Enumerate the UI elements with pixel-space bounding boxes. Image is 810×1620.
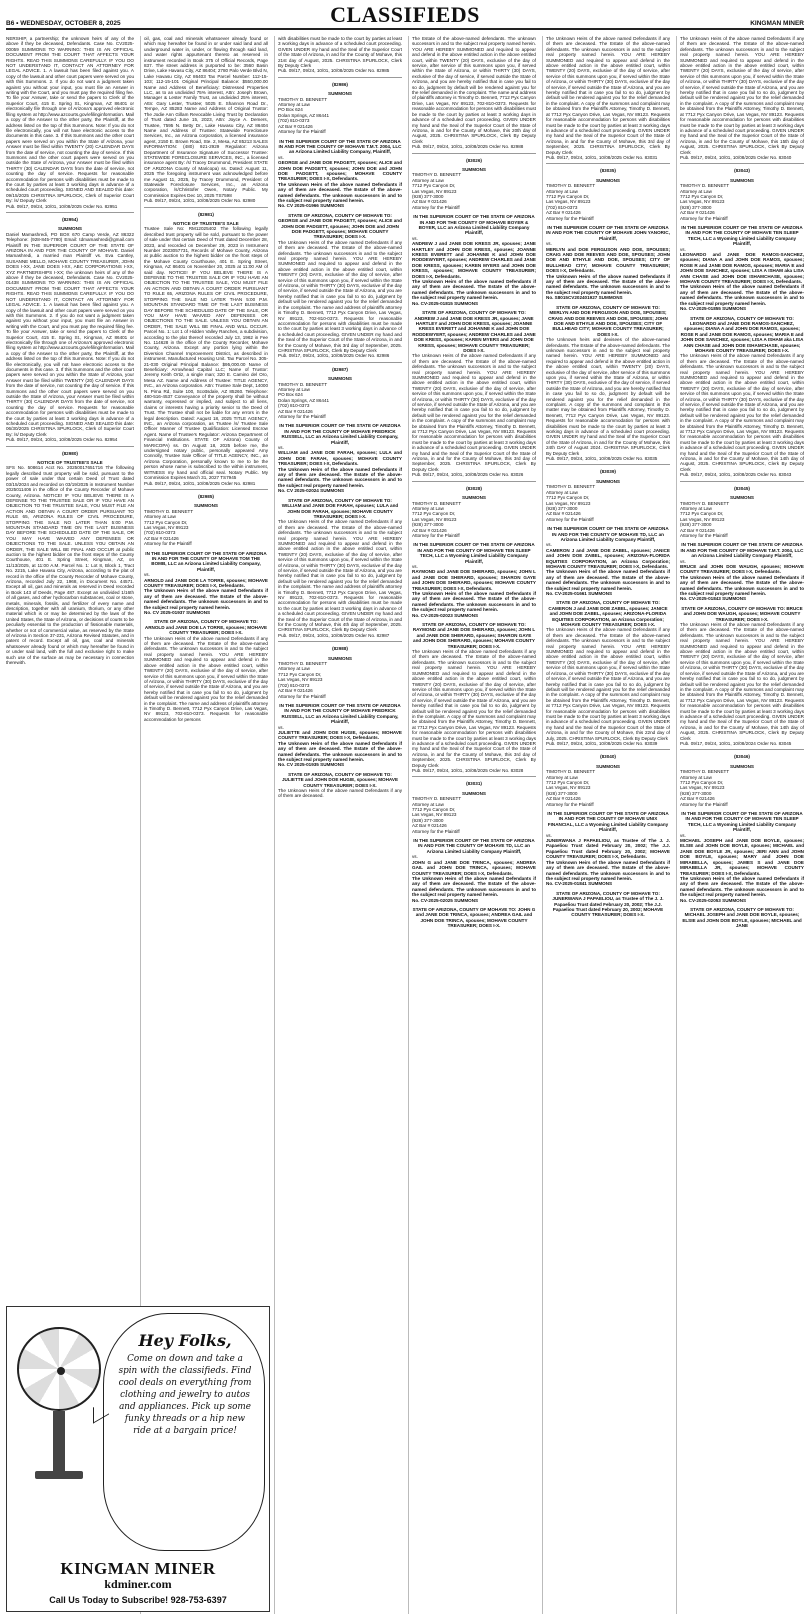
notice-heading: STATE OF ARIZONA, COUNTY OF MOHAVE TO: JUNERWANA J PAPAELIOU, as Trustee of The J. J. Papaeliou Trust dated February 20, 2002; The J.J. Papaeliou Trust dated February 20, 2002; MOHAVE COUNTY TREASURER; DOES I-X. — [552, 890, 664, 918]
notice-text: AZ Bar # 021426 — [412, 823, 447, 829]
ad-website-link[interactable]: kdminer.com — [104, 1577, 172, 1591]
notice-heading: STATE OF ARIZONA, COUNTY OF MOHAVE TO: ARNOLD and JANE DOE LA TORRE, spouses; MOHAVE COUNTY TREASURER; DOES I-X. — [144, 619, 268, 636]
notice-text: Pub. 09/17, 09/24, 10/01, 10/08/2025 Order No. 83035 — [546, 456, 658, 462]
notice-text: AZ Bar # 021426 — [412, 199, 447, 205]
notice-text: Pub. 09/17, 09/24, 10/01, 10/08/2025 Order No. 83028 — [412, 768, 524, 773]
notice-text: The Unknown Heirs of the above named Defendants if any of them are deceased. The Estate of the above-named defendants. The unknown successors in and to the subject real property named herein. — [412, 875, 536, 898]
notice-text: (928) 377-3000 — [412, 522, 444, 528]
notice-divider — [546, 464, 670, 465]
notice-text: TIMOTHY D. BENNETT — [546, 484, 596, 490]
notice-text: Attorney at Law — [412, 177, 444, 183]
notice-text: SFS No. 508614 Acct No. 20250017651716 The following legally described trust property will be sold, pursuant to the power of sale under that certain Deed of Trust dated 03/15/2024 and recorded on 03/19/2025 in Instrument Number 2025011406 in the office of the County Recorder of Mohave County, Arizona. NOTICE! IF YOU BELIEVE THERE IS A DEFENSE TO THE TRUSTEE SALE OR IF YOU HAVE AN OBJECTION TO THE TRUSTEE SALE, YOU MUST FILE AN ACTION AND OBTAIN A COURT ORDER PURSUANT TO RULE 65, ARIZONA RULES OF CIVIL PROCEDURE, STOPPING THE SALE NO LATER THAN 5:00 P.M. MOUNTAIN STANDARD TIME ON THE LAST BUSINESS DAY BEFORE THE SCHEDULED DATE OF THE SALE, OR YOU MAY HAVE WAIVED ANY DEFENSES OR OBJECTIONS TO THE SALE. UNLESS YOU OBTAIN AN ORDER, THE SALE WILL BE FINAL AND OCCUR at public auction to the highest bidder on the front steps of the County Courthouse, 401 E. Spring Street, Kingman, AZ, on 11/13/2025, at 11:00 A.M. Parcel No. 1: Lot 8, Block 1, Tract No. 2215, Lake Havasu City, Arizona, according to the plat of record in the office of the County Recorder of Mohave County, Arizona, recorded July 22, 1968, in Document No. 44571. Except all oil, gas and minerals as reserved in Deed recorded in Book 143 of Deeds, Page 487. Except an undivided 1/16th of all gases, and other hydrocarbon substances, coal or stone, metals, minerals, fossils, and fertilizer of every name and description, together with all uranium, thorium, or any other material which is or may be determined by the laws of the United States, the State of Arizona, or decisions of courts to be peculiarly essential to the production of fissionable materials, whether or not of commercial value, as reserved by the State of Arizona in Section 37-231, Arizona Revised Statutes, and in patent of record. Except all oil, gas, coal and minerals whatsoever already found or which may hereafter be found in or under said land, with the full and exclusive right to make such use of the surface as may be necessary in connection therewith. — [6, 465, 134, 666]
notice-text: WILLIAM and JANE DOE FARAH, spouses; LULA and JOHN DOE FARAH, spouses; MOHAVE COUNTY TREASURER; DOES I-X, Defendants. — [278, 450, 402, 467]
notice-heading: IN THE SUPERIOR COURT OF THE STATE OF ARIZONA IN AND FOR THE COUNTY OF MOHAVE TD, LLC an Arizona Limited Liability Company Plaintiff, — [547, 526, 669, 542]
notice-text: vs. — [144, 572, 150, 578]
notice-text: No. CV 2025-01935 SUMMONS — [278, 762, 345, 768]
notice-text: Pub. 09/17, 09/24, 10/01, 10/08/2025 Order No. 83031 — [546, 154, 658, 160]
notice-heading: SUMMONS — [462, 166, 486, 172]
notice-text: Attorney for the Plaintiff — [412, 828, 460, 834]
notice-text: (702) 810-0373 — [278, 403, 310, 409]
notice-text: The Unknown Heirs of the above named Defendants if any of them are deceased. The Estate of the above-named defendants. The unknown successors in and to the subject real property named herein. — [680, 574, 804, 596]
notice-divider — [144, 489, 268, 490]
notice-text: Attorney at Law — [680, 505, 712, 511]
notice-divider — [278, 362, 402, 363]
notice-text: JUNERWANA J PAPAELIOU, as Trustee of The J. J. Papaeliou Trust dated February 20, 2002; The J.J. Papaeliou Trust dated February 20, 2002; MOHAVE COUNTY TREASURER; DOES I-X, Defendants. — [546, 838, 670, 860]
notice-text: 7712 Pyx Canyon Dr, — [680, 780, 724, 785]
notice-heading: STATE OF ARIZONA, COUNTY OF MOHAVE TO: CAMERON J and JANE DOE ZABEL, spouses; JANICE and JOHN DOE ZABEL, spouses; ARIZONA-FLORIDA EQUITIES CORPORATION, an Arizona Corporation; MOHAVE COUNTY TREASURER; DOES I-X. — [548, 600, 668, 628]
notice-text: vs. — [546, 832, 552, 838]
notice-text: (928) 377-3000 — [412, 817, 444, 823]
notice-heading: IN THE SUPERIOR COURT OF THE STATE OF ARIZONA IN AND FOR THE COUNTY OF MOHAVE TEN SLEEP TECH, LLC a Wyoming Limited Liability Company Plaintiff, — [681, 811, 803, 833]
notice-divider — [680, 749, 804, 750]
notice-text: The Unknown Heirs of the above named Defendants if any of them are deceased. The Estate of the above-named defendants. The unknown successors in and to the subject real property named herein. YOU ARE HEREBY SUMMONED and required to appear and defend in the above entitled action in the above entitled court, within TWENTY (20) DAYS, exclusive of the day of service, after service of this summons upon you, if served within the State of Arizona, or within THIRTY (30) DAYS, exclusive of the day of service, if served outside the State of Arizona, and you are hereby notified that in case you fail to so do, judgment by default will be rendered against you for the relief demanded in the complaint. A copy of the summons and complaint may be obtained from the Plaintiffs Attorney, Timothy D. Bennett, at 7712 Pyx Canyon Drive, Las Vegas, NV 89123. Requests for reasonable accommodation for persons with disabilities must be made to the court by parties at least 3 working days in advance of a scheduled court proceeding. GIVEN UNDER my hand and the Seal of the Superior Court of the State of Arizona, in and for the County of Mohave, this 3rd day of September, 2025. CHRISTINA SPURLOCK, Clerk By Deputy Clerk — [412, 649, 536, 768]
notice-heading: SUMMONS — [596, 177, 620, 183]
notice-text: Attorney for the Plaintiff — [412, 532, 460, 538]
notice-text: Daniel Mamashredi, PO BOX 670 Camp Verde, AZ 86322 Telephone: (928-845-7780) Email: tdmamashredi@gmail.com Plaintiff IN THE SUPERIOR COURT OF THE STATE OF ARIZONA IN AND FOR THE COUNTY OF MOHAVE. Daniel Mamashredi, a married man Plaintiff vs. Eva Cantley, SUSANNE MELLO, MOHAVE COUNTY TREASURER, JOHN DOES I-XX, JANE DOES I-XX, ABC CORPORATIONS I-XX, XYZ PARTNERSHIPS I-XX; the unknown heirs of any of the above if they be deceased, Defendants. Case No. CV2025-01438 SUMMONS TO WARNING: THIS IS AN OFFICIAL DOCUMENT FROM THE COURT THAT AFFECTS YOUR RIGHTS. READ THIS SUMMONS CAREFULLY. IF YOU DO NOT UNDERSTAND IT, CONTACT AN ATTORNEY FOR LEGAL ADVICE. 1. A lawsuit has been filed against you. A copy of the lawsuit and other court papers were served on you with this Summons. 2. If you do not want a judgment taken against you without your input, you must file an Answer in writing with the Court, and you must pay the required filing fee. To file your Answer, take or send the papers to Clerk of the Superior Court, 415 E. Spring St., Kingman, AZ 86401 or electronically file through one of Arizona's approved electronic filing system at http://www.azcourts.gov/efilinginformation. Mail a copy of the Answer to the other party, the Plaintiff, at the address listed on the top of this Summons. Note: If you do not file electronically, you will not have electronic access to the documents in this case. 3. If this Summons and the other court papers were served on you within the State of Arizona, your Answer must be filed within TWENTY (20) CALENDAR DAYS from the date of service, not counting the day of service. If this Summons and the other court papers were served on you outside the State of Arizona, your Answer must be filed within THIRTY (30) CALENDAR DAYS from the date of service, not counting the day of service. Requests for reasonable accommodation for persons with disabilities must be made to the court by parties at least 3 working days in advance of a scheduled court proceeding. SIGNED AND SEALED this date: 06/30/2025 CHRISTINA SPURLOCK, Clerk of Superior Court By: /s/ Deputy Clerk — [6, 231, 134, 437]
notice-text: The Unknown Heirs of the above named Defendants if any of them are deceased. The Estate of the above-named defendants. The unknown successors in and to the subject real property named herein. — [278, 181, 402, 203]
ad-greeting: Hey Folks, — [138, 1331, 232, 1350]
notice-text: Attorney for the Plaintiff — [680, 215, 728, 221]
notice-text: The Unknown Heirs of the above named Defendants if any of them are deceased. The Estate of the above-named defendants. The unknown successors in and to the subject real property named herein. — [680, 284, 804, 306]
notice-text: TIMOTHY D. BENNETT — [546, 769, 596, 775]
notice-text: vs. — [278, 154, 284, 160]
notice-heading: IN THE SUPERIOR COURT OF THE STATE OF ARIZONA IN AND FOR THE COUNTY OF MOHAVE TD, LLC an Arizona Limited Liability Company Plaintiff, — [413, 838, 535, 854]
notice-text: TIMOTHY D. BENNETT — [278, 381, 328, 387]
notice-text: TIMOTHY D. BENNETT — [278, 661, 328, 667]
notice-text: Attorney for the Plaintiff — [680, 801, 728, 807]
notice-text: AZ Bar # 021426 — [546, 511, 581, 517]
notice-heading: (83043) — [734, 168, 750, 174]
notice-text: The Unknown Heirs of the above named Defendants if any of them are deceased. The Estate of the above-named defendants. The unknown successors in and to the subject real property named herein. — [278, 740, 402, 762]
notice-text: Las Vegas, NV 89123 — [412, 188, 457, 194]
notice-heading: IN THE SUPERIOR COURT OF THE STATE OF ARIZONA IN AND FOR THE COUNTY OF MOHAVE TEN SLEEP TECH, LLC a Wyoming Limited Liability Company Plaintiff, — [681, 225, 803, 247]
notice-text: The Unknown Heirs of the above named Defendants if any of them are deceased. The Estate of the above-named defendants. The unknown successors in and to the subject real property named herein. YOU ARE HEREBY SUMMONED and required to appear and defend in the above entitled action in the above entitled court, within TWENTY (20) DAYS, exclusive of the day of service, after service of this summons upon you, if served within the State of Arizona, or within THIRTY (30) DAYS, exclusive of the day of service, if served outside the State of Arizona, and you are hereby notified that in case you fail to so do, judgment by default will be rendered against you for the relief demanded in the complaint. A copy of the summons and complaint may be obtained from the Plaintiffs Attorney, Timothy D. Bennett, at 7712 Pyx Canyon Drive, Las Vegas, NV 89123. Requests for reasonable accommodation for persons with disabilities must be made to the court by parties at least 3 working days in advance of a scheduled court proceeding. GIVEN UNDER my hand and the Seal of the Superior Court of the State of Arizona, in and for the County of Mohave, this 14th day of August, 2025. CHRISTINA SPURLOCK, Clerk By Deputy Clerk — [680, 353, 804, 472]
notice-text: No. CV-2025-01815 SUMMONS — [412, 300, 479, 306]
notice-text: LEONARDO and JANE DOE RAMOS-SANCHEZ, spouses; DIANA A and JOHN DOE RAMOS, spouses; ROSE R and JANE DOE RAMOS, spouses; MARIA E and JOHN DOE SANCHEZ, spouses; LISA A ISHAM aka LISA ANN CHASE and JOHN DOE ISHAMCHASE, spouses; MOHAVE COUNTY TREASURER; DOES I-X, Defendants. — [680, 252, 804, 285]
notice-heading: SUMMONS — [58, 226, 82, 232]
notice-text: JOHN G and JANE DOE TRINCA, spouses; ANDREA GAIL and JOHN DOE TRINCA, spouses; MOHAVE COUNTY TREASURER; DOES I-X, Defendants. — [412, 859, 536, 876]
notice-text: The Estate of the above-named defendants. The unknown successors in and to the subject real property named herein. YOU ARE HEREBY SUMMONED and required to appear and defend in the above entitled action in the above entitled court, within TWENTY (20) DAYS, exclusive of the day of service, after service of this summons upon you, if served within the State of Arizona, or within THIRTY (30) DAYS, exclusive of the day of service, if served outside the State of Arizona, and you are hereby notified that in case you fail to so do, judgment by default will be rendered against you for the relief demanded in the complaint. The name and address of plaintiffs attorney is Timothy D. Bennett, 7712 Pyx Canyon Drive, Las Vegas, NV 89123, 702-810-0373. Requests for reasonable accommodation for persons with disabilities must be made to the court by parties at least 3 working days in advance of a scheduled court proceeding. GIVEN UNDER my hand and the Seal of the Superior Court of the State of Arizona, in and for the County of Mohave, this 20th day of August, 2025. CHRISTINA SPURLOCK, Clerk By Deputy Clerk — [412, 36, 536, 144]
notice-heading: SUMMONS — [730, 177, 754, 183]
notice-text: MERLYN and DOE FERGUSON AND DOE, SPOUSES; CRAIG AND DOE REEVES AND DOE, SPOUSES; JOHN DOE AND ETHYLE AND DOE, SPOUSES; CITY OF BULLHEAD CITY; MOHAVE COUNTY TREASURER; DOES I-X, Defendants. — [546, 246, 670, 274]
publication-name: KINGMAN MINER — [750, 20, 804, 27]
notice-text: No. CV-2025-02023 SUMMONS — [412, 612, 479, 618]
notice-text: Pub. 09/17, 09/24, 10/01, 10/08/2025 Order No. 83039 — [546, 740, 658, 746]
notice-text: No. CV-2025-01841 SUMMONS — [546, 881, 613, 887]
notice-text: Attorney for the Plaintiff — [278, 129, 326, 135]
notice-text: AZ Bar # 021426 — [278, 408, 313, 414]
classifieds-columns — [6, 36, 804, 1616]
notice-divider — [680, 481, 804, 482]
notice-text: The Unknown Heirs of the above named Defendants if any of them are deceased. The Estate of the above-named defendants. The unknown successors in and to the subject real property named herein. — [144, 588, 268, 610]
notice-heading: IN THE SUPERIOR COURT OF THE STATE OF ARIZONA IN AND FOR THE COUNTY OF MOHAVE T.M.T. 2004, LLC an Arizona Limited Liability Company, Plaintiff, — [278, 138, 402, 155]
notice-text: The Unknown Heirs of the above named Defendants if any of them are deceased. The Estate of the above-named defendants. The unknown successors in and to the subject real property named herein. YOU ARE HEREBY SUMMONED and required to appear and defend in the above entitled action in the above entitled court, within TWENTY (20) DAYS, exclusive of the day of service, after service of this summons upon you, if served within the State of Arizona, or within THIRTY (30) DAYS, exclusive of the day of service, if served outside the State of Arizona, and you are hereby notified that in case you fail to so do, judgment by default will be rendered against you for the relief demanded in the complaint. A copy of the summons and complaint may be obtained from the Plaintiffs Attorney, Timothy D. Bennett, at 7712 Pyx Canyon Drive, Las Vegas, NV 89123. Requests for reasonable accommodation for persons with disabilities must be made to the court by parties at least 3 working days in advance of a scheduled court proceeding. GIVEN UNDER my hand and the Seal of the Superior Court of the State of Arizona, in and for the County of Mohave, this 14th day of August, 2025. CHRISTINA SPURLOCK, Clerk By Deputy Clerk — [680, 622, 804, 741]
notice-text: Dolan Springs, AZ 86441 — [278, 397, 330, 403]
notice-text: 7712 Pyx Canyon Dr, — [412, 807, 456, 813]
notice-heading: (83026) — [466, 157, 482, 163]
notice-text: PO Box 624 — [278, 392, 303, 398]
notice-heading: IN THE SUPERIOR COURT OF THE STATE OF ARIZONA IN AND FOR THE COUNTY OF MOHAVE TOM THE BOMB, LLC an Arizona Limited Liability Company, Plaintiff, — [145, 550, 267, 572]
notice-text: The Unknown Heirs of the above named Defendants if any of them are deceased. The Estate of the above-named defendants. The unknown successors in and to the subject real property named herein. — [680, 875, 804, 898]
notice-text: Attorney at Law — [144, 514, 176, 520]
notice-text: No. CV-2025-01661 SUMMONS — [546, 591, 613, 596]
notice-text: TIMOTHY D. BENNETT — [144, 508, 194, 514]
notice-heading: (82954) — [62, 217, 78, 222]
notice-text: (928) 377-3000 — [680, 790, 712, 796]
notice-heading: IN THE SUPERIOR COURT OF THE STATE OF ARIZONA IN AND FOR THE COUNTY OF MOHAVE T.M.T. 2004, LLC an Arizona Limited Liability Company Plaintiff, — [680, 542, 804, 559]
notice-text: Las Vegas, NV 89123 — [546, 500, 591, 506]
notice-text: 7712 Pyx Canyon Dr, — [144, 519, 188, 525]
notice-heading: (82981) — [198, 211, 214, 217]
notice-text: GEORGE and JANE DOE PADGETT, spouses; ALICE and JOHN DOE PADGETT, spouses; JOHN DOE and JOHN DOE PADGETT, spouses; MOHAVE COUNTY TREASURER; DOES I-X, Defendants. — [278, 160, 402, 182]
notice-text: Las Vegas, NV 89123 — [144, 524, 189, 530]
notice-heading: STATE OF ARIZONA, COUNTY OF MOHAVE TO: ANDREW J and JANE DOE KRESS JR, spouses; JANE HARTLEY and JOHN DOE KRESS, spouses; JOANNE KRESS EVERETT and JOHANNE K and JOHN DOE RODDEWYERT, spouses; ANDREW CHARLES and JANE DOE KRESS, spouses; KAREN MYERS and JOHN DOE KRESS, spouses; MOHAVE COUNTY TREASURER; DOES I-X. — [412, 310, 536, 353]
ad-body-text: Come on down and take a spin with the classifieds. Find cool deals on everything from clothing and jewelry to autos and appliances. Pick up some funky threads or a hip new ride at a bargain price! — [118, 1354, 252, 1436]
notice-text: RAYMOND and JANE DOE SHERARD, spouses; JOHN L and JANE DOE SHERARD, spouses; SHARON GAYE and JOHN DOE SHERARD, spouses; MOHAVE COUNTY TREASURER; DOES I-X, Defendants. — [412, 569, 536, 591]
notice-text: Las Vegas, NV 89123 — [412, 516, 457, 522]
section-title: CLASSIFIEDS — [330, 2, 480, 27]
notice-text: The Unknown Heirs of the above named Defendants if any of them are deceased. The Estate of the above-named defendants. The unknown successors in and to the subject real property named herein. YOU ARE HEREBY SUMMONED and required to appear and defend in the above entitled action in the above entitled court, within TWENTY (20) DAYS, exclusive of the day of service, after service of this summons upon you, if served within the State of Arizona, or within THIRTY (30) DAYS, exclusive of the day of service, if served outside the State of Arizona, and you are hereby notified that in case you fail to so do, judgment by default will be rendered against you for the relief demanded in the complaint. A copy of the summons and complaint may be obtained from the Plaintiffs Attorney, Timothy D. Bennett, at 7712 Pyx Canyon Drive, Las Vegas, NV 89123. Requests for reasonable accommodation for persons with disabilities must be made to the court by parties at least 3 working days in advance of a scheduled court proceeding. GIVEN UNDER my hand and the Seal of the Superior Court of the State of Arizona, in and for the County of Mohave, this 15th day of August, 2025. CHRISTINA SPURLOCK, Clerk By Deputy Clerk — [680, 36, 804, 155]
notice-heading: STATE OF ARIZONA, COUNTY OF MOHAVE TO: WILLIAM and JANE DOE FARAH, spouses; LULA and JOHN DOE FARAH, spouses; MOHAVE COUNTY TREASURER; DOES I-X. — [281, 497, 399, 519]
notice-heading: STATE OF ARIZONA, COUNTY OF MOHAVE TO: MERLYN AND DOE FERGUSON AND DOE, SPOUSES; CRAIG AND DOE REEVES AND DOE, SPOUSES; JOHN DOE AND ETHYLE AND DOE, SPOUSES; CITY OF BULLHEAD CITY; MOHAVE COUNTY TREASURER; DOES I-X. — [548, 304, 668, 337]
notice-heading: (83040) — [600, 754, 616, 760]
notice-text: TIMOTHY D. BENNETT — [680, 183, 730, 189]
notice-text: Attorney at Law — [546, 188, 578, 194]
notice-text: Pub. 09/17, 09/24, 10/01, 10/08/2025 Order No. 82954 — [6, 437, 118, 443]
notice-heading: IN THE SUPERIOR COURT OF THE STATE OF ARIZONA IN AND FOR THE COUNTY OF MOHAVE FREDRICK RUSSELL, LLC an Arizona Limited Liability Company, Plaintiff, — [279, 423, 401, 445]
notice-text: BRUCE and JOHN DOE WAUGH, spouses; MOHAVE COUNTY TREASURER; DOES I-X, Defendants. — [680, 563, 804, 575]
notice-text: Attorney at Law — [412, 801, 444, 807]
notice-heading: SUMMONS — [328, 655, 352, 661]
notice-heading: STATE OF ARIZONA, COUNTY OF MOHAVE TO: BRUCE and JOHN DOE WAUGH, spouses; MOHAVE COUNTY TREASURER; DOES I-X. — [681, 605, 803, 622]
notice-text: TIMOTHY D. BENNETT — [680, 500, 730, 506]
notice-heading: IN THE SUPERIOR COURT OF THE STATE OF ARIZONA IN AND FOR THE COUNTY OF MOHAVE UNIX FINANCIAL, LLC a Wyoming Limited Liability Company Plaintiff, — [547, 811, 669, 833]
notice-text: Attorney for the Plaintiff — [546, 801, 594, 807]
notice-heading: (82988) — [332, 646, 348, 652]
notice-text: The Unknown Heirs of the above named Defendants if any of them are deceased. The Estate of the above-named defendants. The unknown successors in and to the subject real property named herein. YOU ARE HEREBY SUMMONED and required to appear and defend in the above entitled action in the above entitled court, within TWENTY (20) DAYS, exclusive of the day of service, after service of this summons upon you, if served within the State of Arizona, or within THIRTY (30) DAYS, exclusive of the day of service, if served outside the State of Arizona, and you are hereby notified that in case you fail to so do, judgment by default will be rendered against you for the relief demanded in the complaint. A copy of the summons and complaint may be obtained from the Plaintiffs Attorney, Timothy D. Bennett, at 7712 Pyx Canyon Drive, Las Vegas, NV 89123. Requests for reasonable accommodation for persons with disabilities must be made to the court by parties at least 3 working days in advance of a scheduled court proceeding. GIVEN UNDER my hand and the Seal of the Superior Court of the State of Arizona, in and for the County of Mohave, this 22nd day of July, 2025. CHRISTINA SPURLOCK, Clerk By Deputy Clerk — [546, 627, 670, 741]
notice-text: Pub. 09/17, 09/24, 10/01, 10/08/2024 Order No. 83045 — [680, 740, 792, 746]
notice-text: The Unknown Heirs of the above named Defendants if any of them are deceased. The Estate of the above-named defendants. The unknown successors in and to the subject real property named herein. YOU ARE HEREBY SUMMONED and required to appear and defend in the above entitled action in the above entitled court, within TWENTY (20) DAYS, exclusive of the day of service, after service of this summons upon you, if served within the State of Arizona, or within THIRTY (30) DAYS, exclusive of the day of service, if served outside the State of Arizona, and you are hereby notified that in case you fail to so do, judgment by default will be rendered against you for the relief demanded in the complaint. A copy of the summons and complaint may be obtained from the Plaintiffs Attorney, Timothy D. Bennett, at 7712 Pyx Canyon Drive, Las Vegas, NV 89123. Requests for reasonable accommodation for persons with disabilities must be made to the court by parties at least 3 working days in advance of a scheduled court proceeding. GIVEN UNDER my hand and the Seal of the Superior Court of the State of Arizona, in and for the County of Mohave, this 3rd day of September, 2025. CHRISTINA SPURLOCK, Clerk By Deputy Clerk — [412, 353, 536, 472]
notice-text: vs. — [412, 854, 418, 860]
notice-text: Las Vegas, NV 89123 — [278, 677, 323, 683]
notice-text: vs. — [278, 724, 284, 730]
notice-heading: STATE OF ARIZONA, COUNTY OF MOHAVE TO: GEORGE and JANE DOE PADGETT, spouses; ALICE and JOHN DOE PADGETT, spouses; JOHN DOE and JOHN DOE PADGETT, spouses; MOHAVE COUNTY TREASURER; DOES I-X. — [278, 212, 402, 240]
notice-divider — [6, 446, 134, 447]
notice-text: Attorney for the Plaintiff — [680, 532, 728, 538]
notice-heading: SUMMONS — [596, 478, 620, 484]
notice-text: Attorney for the Plaintiff — [278, 414, 326, 419]
notice-text: vs. — [680, 558, 686, 564]
notice-text: Trustee Sale No: RM12025402 The following legally described trust property will be sold, pursuant to the power of sale under that certain Deed of Trust dated December 28, 2023, and recorded on December 29, 2023 in Instrument Number 2023057731, Records of Mohave County, Arizona at public auction to the highest bidder on the front steps of the Mohave County Courthouse, 401 E. Spring Street, Kingman, AZ 86401 on November 20, 2025 at 11:00 AM of said day. NOTICE! IF YOU BELIEVE THERE IS A DEFENSE TO THE TRUSTEE SALE OR IF YOU HAVE AN OBJECTION TO THE TRUSTEE SALE, YOU MUST FILE AN ACTION AND OBTAIN A COURT ORDER PURSUANT TO RULE 65, ARIZONA RULES OF CIVIL PROCEDURE, STOPPING THE SALE NO LATER THAN 5:00 P.M. MOUNTAIN STANDARD TIME OF THE LAST BUSINESS DAY BEFORE THE SCHEDULED DATE OF THE SALE, OR YOU MAY HAVE WAIVED ANY DEFENSES OR OBJECTIONS TO THE SALE. UNLESS YOU OBTAIN AN ORDER, THE SALE WILL BE FINAL AND WILL OCCUR. Parcel No. 1: Lot 1 of Hidden Valley Ranches, a subdivision, according to the plat thereof recorded July 13, 1962 in Fee No. 114628 in the office of the County Recorder, Mohave County, Arizona. Except any portion lying within the Diversion Channel Improvement District, as described in instrument. Manufactured Housing Unit. Tax Parcel No. 305-21-030 Original Principal Balance: $95,000.00 Name of Beneficiary: Arrowhead Capital LLC; Name of Trustor: Jeremy Keith Ortiz, a single man; 320 E. Camino del Oro, Mesa AZ. Name and Address of Trustee: TITLE AGENCY, INC., an Arizona corporation. Attn: Trustee Sale Dept, 14000 N. Pima Rd, Suite 100, Scottsdale, AZ 85260. Telephone: 480-516-4537 Conveyance of the property shall be without warranty, expressed or implied, and subject to all liens, claims or interests having a priority senior to the Deed of Trust. The Trustee shall not be liable for any errors in the legal description. Dated: August 18, 2025 TITLE AGENCY, INC., an Arizona corporation, as Trustee /s/ Trustee Sale Officer Manner of Trustee Qualification: Licensed Escrow Agent. Name of Trustee's Regulator: Arizona Department of Financial Institutions. STATE OF Arizona) County of MARICOPA) ss. On August 18, 2025 before me, the undersigned notary public, personally appeared Amy Connolly, Trustee Sale Officer of TITLE AGENCY, INC., an Arizona Corporation, personally known to me to be the person whose name is subscribed to the within instrument, WITNESS my hand and official seal. Notary Public. My Commission Expires March 31, 2027 TS7945 — [144, 226, 268, 481]
notice-heading: STATE OF ARIZONA, COUNTY OF MOHAVE TO: LEONARDO and JANE DOE RAMOS-SANCHEZ, spouses; DIANA A and JOHN DOE RAMOS, spouses; ROSE R and JANE DOE RAMOS, spouses; MARIA E and JOHN DOE SANCHEZ, spouses; LISA A ISHAM aka LISA ANN CHASE and JOHN DOE ISHAMCHASE, spouses; MOHAVE COUNTY TREASURER; DOES I-X. — [680, 315, 804, 353]
notice-text: 7712 Pyx Canyon Dr, — [546, 780, 590, 785]
notice-heading: (82980) — [62, 450, 78, 456]
notice-heading: (83028) — [466, 485, 482, 491]
notice-text: (928) 377-3000 — [680, 204, 712, 210]
notice-text: Las Vegas, NV 89123 — [546, 785, 591, 791]
notice-divider — [680, 163, 804, 164]
speech-bubble — [103, 1313, 265, 1551]
notice-text: Las Vegas, NV 89123 — [680, 199, 725, 205]
notice-text: (928) 377-3000 — [412, 193, 444, 199]
notice-text: MICHAEL JOSEPH and JANE DOE BOYLE, spouses; ELSIE and JOHN DOE BOYLE, spouses; MICHAEL and JANE DOE BOYLE JR, spouses; JERI ANN and JOHN DOE BOYLE, spouses; MARY and JOHN DOE MIRABELLA, spouses; JAMES S and JANE DOE MIRABELLA JR, spouses; MOHAVE COUNTY TREASURER; DOES I-X, Defendants. — [680, 838, 804, 876]
notice-heading: SUMMONS — [462, 495, 486, 501]
notice-text: 7712 Pyx Canyon Dr, — [546, 193, 590, 199]
notice-text: 7712 Pyx Canyon Dr, — [546, 495, 590, 501]
wheel-stand — [53, 1411, 65, 1471]
notice-text: vs. — [412, 235, 418, 241]
notice-heading: (82985) — [198, 493, 214, 499]
notice-divider — [6, 212, 134, 213]
notice-text: Las Vegas, NV 89123 — [680, 785, 725, 791]
notice-heading: IN THE SUPERIOR COURT OF THE STATE OF ARIZONA IN AND FOR THE COUNTY OF MOHAVE FREDRICK RUSSELL, LLC an Arizona Limited Liability Company, Plaintiff, — [279, 702, 401, 725]
notice-text: ARNOLD and JANE DOE LA TORRE, spouses; MOHAVE COUNTY TREASURER; DOES I-X, Defendants. — [144, 577, 268, 588]
notice-text: The Unknown Heirs of the above named Defendants if any of them are deceased. The Estate of the above-named defendants. The unknown successors in and to the subject real property named herein. — [278, 466, 402, 488]
notice-text: The Unknown Heirs of the above named Defendants if any of them are deceased. The Estate of the above-named defendants. The unknown successors in and to the subject real property named herein. — [412, 591, 536, 613]
notice-divider — [278, 77, 402, 78]
notice-text: TIMOTHY D. BENNETT — [412, 500, 462, 506]
notice-text: AZ Bar # 021426 — [278, 688, 313, 694]
notice-text: Dolan Springs, AZ 86441 — [278, 112, 330, 118]
notice-text: Pub. 09/17, 09/24, 10/01, 10/08/2025 Order No. 83026 — [412, 472, 524, 478]
notice-text: Pub. 09/17, 09/24, 10/01, 10/08/2025 Order No. 83040 — [680, 154, 792, 160]
notice-heading: STATE OF ARIZONA, COUNTY OF MOHAVE TO: JOHN G and JANE DOE TRINCA, spouses; ANDREA GAIL and JOHN DOE TRINCA, spouses; MOHAVE COUNTY TREASURER; DOES I-X. — [412, 906, 536, 929]
kingman-miner-logo: KINGMAN MINER — [60, 1559, 216, 1578]
column-4 — [408, 36, 536, 1614]
wheel-stand-base — [35, 1471, 83, 1479]
notice-text: (928) 377-3000 — [680, 522, 712, 528]
notice-divider — [278, 641, 402, 642]
notice-text: vs. — [546, 542, 552, 548]
notice-heading: SUMMONS — [730, 763, 754, 769]
notice-text: Pub. 09/17, 09/24, 10/01, 10/08/2025 Order No. 83043 — [680, 472, 792, 478]
notice-heading: SUMMONS — [462, 790, 486, 796]
notice-heading: NOTICE OF TRUSTEE'S SALE — [37, 460, 103, 466]
notice-text: The Unknown Heirs of the above named Defendants if any of them are deceased. The Estate of the above-named defendants. The unknown successors in and to the subject real property named herein. YOU ARE HEREBY SUMMONED and required to appear and defend in the above entitled action in the above entitled court, within TWENTY (20) DAYS, exclusive of the day of service, after service of this summons upon you, if served within the State of Arizona, or within THIRTY (30) DAYS, exclusive of the day of service, if served outside the State of Arizona, and you are hereby notified that in case you fail to so do, judgment by default will be rendered against you for the relief demanded in the complaint. A copy of the summons and complaint may be obtained from the Plaintiffs Attorney, Timothy D. Bennett, at 7712 Pyx Canyon Drive, Las Vegas, NV 89123. Requests for reasonable accommodation for persons with disabilities must be made to the court by parties at least 3 working days in advance of a scheduled court proceeding. GIVEN UNDER my hand and the Seal of the Superior Court of the State of Arizona, in and for the County of Mohave, this 3rd day of September, 2025. CHRISTINA SPURLOCK, Clerk By Deputy Clerk — [546, 36, 670, 155]
notice-text: NERSHIP, a partnership; the unknown heirs of any of the above if they be deceased, Defendants. Case No. CV2025-00059 SUMMONS TO WARNING: THIS IS AN OFFICIAL DOCUMENT FROM THE COURT THAT AFFECTS YOUR RIGHTS. READ THIS SUMMONS CAREFULLY. IF YOU DO NOT UNDERSTAND IT, CONTACT AN ATTORNEY FOR LEGAL ADVICE. 1. A lawsuit has been filed against you. A copy of the lawsuit and other court papers were served on you with this Summons. 2. If you do not want a judgment taken against you without your input, you must file an Answer in writing with the Court, and you must pay the required filing fee. To file your Answer, take or send the papers to Clerk of the Superior Court, 415 E. Spring St., Kingman, AZ 86401 or electronically file through one of Arizona's approved electronic filing system at http://www.azcourts.gov/efilinginformation. Mail a copy of the Answer to the other party, the Plaintiff, at the address listed on the top of this Summons. Note: If you do not file electronically, you will not have electronic access to the documents in this case. 3. If this Summons and the other court papers were served on you within the State of Arizona, your Answer must be filed within TWENTY (20) CALENDAR DAYS from the date of service, not counting the day of service. If this Summons and the other court papers were served on you outside the State of Arizona, your Answer must be filed within THIRTY (30) CALENDAR DAYS from the date of service, not counting the day of service. Requests for reasonable accommodation for persons with disabilities must be made to the court by parties at least 3 working days in advance of a scheduled court proceeding. SIGNED AND SEALED this date: 09/15/2025 CHRISTINA SPURLOCK, Clerk of Superior Court By: /s/ Deputy Clerk — [6, 36, 134, 204]
notice-divider — [546, 163, 670, 164]
notice-text: JULIETTE and JOHN DOE HUGIE, spouses; MOHAVE COUNTY TREASURER; DOES I-X, Defendants. — [278, 729, 402, 741]
notice-text: No. CV 2025-01937 SUMMONS — [144, 610, 211, 616]
notice-divider — [412, 776, 536, 777]
notice-heading: SUMMONS — [328, 91, 352, 97]
subscription-ad[interactable] — [6, 1306, 270, 1612]
notice-text: Attorney at Law — [546, 774, 578, 780]
notice-heading: IN THE SUPERIOR COURT OF THE STATE OF ARIZONA IN AND FOR THE COUNTY OF MOHAVE TEN SLEEP TECH, LLC a Wyoming Limited Liability Company Plaintiff, — [413, 542, 535, 564]
spinning-wheel-icon — [17, 1327, 101, 1411]
notice-text: PO Box 624 — [278, 107, 303, 113]
notice-text: The Unknown Heirs of the above named Defendants if any of them are deceased. The Estate of the above-named defendants. The unknown successors in and to the subject real property named herein. YOU ARE HEREBY SUMMONED and required to appear and defend in the above entitled action in the above entitled court, within TWENTY (20) DAYS, exclusive of the day of service, after service of this summons upon you, if served within the State of Arizona, or within THIRTY (30) DAYS, exclusive of the day of service, if served outside the State of Arizona, and you are hereby notified that in case you fail to so do, judgment by default will be rendered against you for the relief demanded in the complaint. The name and address of plaintiffs attorney is Timothy D. Bennett, 7712 Pyx Canyon Drive, Las Vegas, NV 89123, 702-810-0373. Requests for reasonable accommodation for persons — [144, 635, 268, 722]
notice-text: The Unknown Heirs of the above named Defendants if any of them are deceased. The Estate of the above-named defendants. The unknown successors in and to the subject real property named herein. — [546, 273, 670, 295]
notice-text: No. CV-2025-02025 SUMMONS — [412, 897, 479, 903]
notice-text: (702) 810-0373 — [144, 530, 176, 536]
notice-text: The Unknown Heirs of the above named Defendants if any of them are deceased. The Estate of the above-named defendants. The unknown successors in and to the subject real property named herein. YOU ARE HEREBY SUMMONED and required to appear and defend in the above entitled action in the above entitled court, within TWENTY (20) DAYS, exclusive of the day of service, after service of this summons upon you, if served within the State of Arizona, or within THIRTY (30) DAYS, exclusive of the day of service, if served outside the State of Arizona, and you are hereby notified that in case you fail to so do, judgment by default will be rendered against you for the relief demanded in the complaint. The name and address of plaintiffs attorney is Timothy D. Bennett, 7712 Pyx Canyon Drive, Las Vegas, NV 89123, 702-810-0373. Requests for reasonable accommodation for persons with disabilities must be made to the court by parties at least 3 working days in advance of a scheduled court proceeding. GIVEN UNDER my hand and the Seal of the Superior Court of the State of Arizona, in and for the County of Mohave, this 4th day of September, 2025. CHRISTINA SPURLOCK, Clerk By Deputy Clerk — [278, 519, 402, 633]
notice-text: (702) 810-0373 — [546, 204, 578, 210]
notice-text: No. CV 2025-01966 SUMMONS — [278, 203, 345, 209]
notice-heading: (82987) — [332, 366, 348, 372]
notice-text: No. S8015CV202401927 SUMMONS — [546, 295, 623, 301]
notice-heading: (82986) — [332, 81, 348, 87]
notice-heading: STATE OF ARIZONA, COUNTY OF MOHAVE TO: JULIETTE and JOHN DOE HUGIE, spouses; MOHAVE COUNTY TREASURER; DOES I-X. — [281, 771, 399, 788]
notice-text: ANDREW J and JANE DOE KRESS JR, spouses; JANE HARTLEY and JOHN DOE KRESS, spouses; JOANNE KRESS EVERETT and JOHANNE K and JOHN DOE RODDEWYERT, spouses; ANDREW CHARLES and JANE DOE KRESS, spouses; KAREN MYERS and JOHN DOE KRESS, spouses; MOHAVE COUNTY TREASURER; DOES I-X, Defendants. — [412, 241, 536, 279]
notice-text: AZ Bar # 021426 — [680, 796, 715, 802]
notice-divider — [546, 749, 670, 750]
notice-text: The Unknown heirs and devisees of the above-named defendants. The Estate of the above-named defendants. The unknown successors in and to the subject real property named herein. YOU ARE HEREBY SUMMONED and required to appear and defend in the above entitled action in the above entitled court, within TWENTY (20) DAYS, exclusive of the day of service, after service of this summons upon you, if served within the State of Arizona, or within THIRTY (30) DAYS, exclusive of the day of service, if served outside the State of Arizona, and you are hereby notified that in case you fail to so do, judgment by default will be rendered against you for the relief demanded in the complaint. A copy of the summons and complaint in this matter may be obtained from Plaintiffs Attorney, Timothy D. Bennett, 7712 Pyx Canyon Drive, Las Vegas, NV 89123. Requests for reasonable accommodation for persons with disabilities must be made to the court by parties at least 3 working days in advance of a scheduled court proceeding. GIVEN UNDER my hand and the Seal of the Superior Court of the State of Arizona, in and for the County of Mohave, this 24th DAY of August 2024. CHRISTINA SPURLOCK, Clerk By Deputy Clerk — [546, 337, 670, 456]
column-3 — [274, 36, 402, 1614]
notice-text: Attorney at Law — [278, 386, 310, 392]
notice-heading: (83031) — [466, 781, 482, 787]
notice-text: TIMOTHY D. BENNETT — [412, 172, 462, 178]
notice-text: TIMOTHY D. BENNETT — [546, 183, 596, 189]
notice-text: (702) 810-0373 — [278, 118, 310, 124]
notice-text: 7712 Pyx Canyon Dr, — [412, 511, 456, 517]
notice-text: Attorney at Law — [278, 666, 310, 672]
notice-divider — [412, 481, 536, 482]
column-5 — [542, 36, 670, 1614]
notice-text: Pub. 09/17, 09/24, 10/01, 10/08/2025 Order No. 82987 — [278, 632, 390, 638]
notice-heading: IN THE SUPERIOR COURT OF THE STATE OF ARIZONA IN AND FOR THE COUNTY OF MOHAVE BOYER & BOYER, LLC an Arizona Limited Liability Company Plaintiff, — [413, 214, 535, 236]
notice-text: vs. — [680, 246, 686, 252]
notice-text: Attorney at Law — [546, 489, 578, 495]
notice-heading: (83045) — [734, 485, 750, 491]
notice-text: vs. — [278, 445, 284, 451]
notice-heading: (83035) — [600, 168, 616, 174]
notice-text: AZ Bar # 021426 — [680, 527, 715, 533]
notice-text: AZ Bar # 021426 — [546, 210, 581, 216]
notice-text: Pub. 09/17, 09/24, 10/01, 10/08/2025 Order No. 82951 — [6, 203, 118, 209]
notice-text: The Unknown Heirs of the above named Defendants if any of them are deceased. — [278, 788, 402, 799]
notice-text: No. CV-2025-01843 SUMMONS — [680, 596, 747, 602]
page-date-folio: B6 • WEDNESDAY, OCTOBER 8, 2025 — [6, 20, 121, 27]
notice-text: AZ Bar # 021426 — [412, 527, 447, 533]
notice-heading: SUMMONS — [596, 763, 620, 769]
notice-heading: IN THE SUPERIOR COURT OF THE STATE OF ARIZONA IN AND FOR THE COUNTY OF MOHAVE JOHN YANORIC, Plaintiff, — [546, 225, 670, 241]
notice-text: CAMERON J and JANE DOE ZABEL, spouses; JANICE and JOHN DOE ZABEL, spouses; ARIZONA-FLORIDA EQUITIES CORPORATION, an Arizona Corporation; MOHAVE COUNTY TREASURER; DOES I-X, Defendants. — [546, 547, 670, 569]
notice-text: AZ Bar # 021426 — [144, 535, 179, 541]
notice-text: The Unknown Heirs of the above named Defendants if any of them are deceased. The Estate of the above-named defendants. The unknown successors in and to the subject real property named herein. — [546, 859, 670, 881]
notice-text: Attorney for the Plaintiff — [546, 516, 594, 522]
notice-text: Pub. 09/17, 09/24, 10/01, 10/08/2025 Order No. 82980 — [144, 198, 256, 204]
notice-text: Attorney at Law — [412, 505, 444, 511]
notice-heading: SUMMONS — [730, 495, 754, 501]
notice-text: TIMOTHY D. BENNETT — [278, 96, 328, 102]
notice-text: 7712 Pyx Canyon Dr, — [680, 511, 724, 517]
page-header — [6, 0, 804, 30]
notice-text: 7712 Pyx Canyon Dr, — [680, 193, 724, 199]
notice-text: Attorney for the Plaintiff — [546, 215, 594, 221]
notice-divider — [144, 207, 268, 208]
notice-text: vs. — [680, 832, 686, 838]
notice-text: Las Vegas, NV 89123 — [546, 199, 591, 205]
notice-text: Pub. 09/17, 09/24, 10/01, 10/08/2025 Order No. 82981 — [144, 480, 256, 486]
notice-text: AZ Bar # 021426 — [278, 123, 313, 129]
notice-text: Attorney for the Plaintiff — [278, 693, 326, 699]
notice-text: vs. — [412, 563, 418, 569]
notice-heading: STATE OF ARIZONA, COUNTY OF MOHAVE TO: MICHAEL JOSEPH and JANE DOE BOYLE, spouses; ELSIE and JOHN DOE BOYLE, spouses; MICHAEL and JANE — [682, 906, 802, 929]
notice-divider — [412, 153, 536, 154]
notice-text: Pub. 09/17, 09/24, 10/01, 10/08/2025 Order No. 82988 — [412, 144, 524, 150]
notice-text: Las Vegas, NV 89123 — [680, 516, 725, 522]
notice-text: The Unknown Heirs of the above named Defendants if any of them are deceased. The Estate of the above-named defendants. The unknown successors in and to the subject real property named herein. — [546, 569, 670, 591]
notice-heading: STATE OF ARIZONA, COUNTY OF MOHAVE TO: RAYMOND and JANE DOE SHERARD, spouses; JOHN L and JANE DOE SHERARD, spouses; SHARON GAYE and JOHN DOE SHERARD, spouses; MOHAVE COUNTY TREASURER; DOES I-X. — [412, 622, 536, 649]
notice-heading: NOTICE OF TRUSTEE'S SALE — [173, 221, 239, 226]
notice-text: with disabilities must be made to the court by parties at least 3 working days in advance of a scheduled court proceeding. GIVEN UNDER my hand and the Seal of the Superior Court of the State of Arizona, in and for the County of Mohave, this 21st day of August, 2025. CHRISTINA SPURLOCK, Clerk By Deputy Clerk — [278, 36, 402, 69]
notice-text: Attorney at Law — [680, 774, 712, 780]
ad-call-to-action: Call Us Today to Subscribe! 928-753-6397 — [49, 1595, 227, 1605]
notice-heading: (83039) — [600, 469, 616, 475]
notice-heading: SUMMONS — [194, 503, 218, 509]
notice-text: The Unknown Heirs of the above named Defendants if any of them are deceased. The Estate of the above-named defendants. The unknown successors in and to the subject real property named herein. — [412, 279, 536, 301]
notice-text: TIMOTHY D. BENNETT — [680, 769, 730, 775]
notice-text: Las Vegas, NV 89123 — [412, 812, 457, 818]
notice-text: AZ Bar # 021426 — [546, 796, 581, 802]
notice-text: Attorney for the Plaintiff — [412, 204, 460, 210]
notice-text: (928) 377-3000 — [546, 790, 578, 796]
notice-text: No. CV-2025-01855 SUMMONS — [680, 306, 747, 312]
notice-text: Pub. 09/17, 09/24, 10/01, 10/08/2025 Order No. 82985 — [278, 68, 390, 74]
column-6 — [676, 36, 804, 1614]
notice-heading: SUMMONS — [328, 376, 352, 382]
notice-text: 7712 Pyx Canyon Dr, — [412, 183, 456, 189]
notice-text: The Unknown Heirs of the above named Defendants if any of them are deceased. The Estate of the above-named defendants. The unknown successors in and to the subject real property named herein. YOU ARE HEREBY SUMMONED and required to appear and defend in the above entitled action in the above entitled court, within TWENTY (20) DAYS, exclusive of the day of service, after service of this summons upon you, if served within the State of Arizona, or within THIRTY (30) DAYS, exclusive of the day of service, if served outside the State of Arizona, and you are hereby notified that in case you fail to so do, judgment by default will be rendered against you for the relief demanded in the complaint. The name and address of plaintiffs attorney is Timothy D. Bennett, 7712 Pyx Canyon Drive, Las Vegas, NV 89123, 702-810-0373. Requests for reasonable accommodation for persons with disabilities must be made to the court by parties at least 3 working days in advance of a scheduled court proceeding. GIVEN UNDER my hand and the Seal of the Superior Court of the State of Arizona, in and for the County of Mohave, this 3rd day of September, 2025. CHRISTINA SPURLOCK, Clerk By Deputy Clerk — [278, 239, 402, 353]
notice-text: TIMOTHY D. BENNETT — [412, 796, 462, 802]
notice-text: Attorney for the Plaintiff — [144, 541, 192, 547]
notice-text: AZ Bar # 021426 — [680, 210, 715, 216]
notice-text: Attorney at Law — [278, 102, 310, 108]
notice-text: (702) 810-0373 — [278, 682, 310, 688]
notice-text: vs. — [546, 241, 552, 247]
notice-text: No. CV 2025-02024 SUMMONS — [278, 488, 345, 494]
notice-text: oil, gas, coal and minerals whatsoever already found or which may hereafter be found in or under said land and all underground water in, under, or flowing through said land, and water rights appurtenant thereto as reserved in instrument recorded in Book 375 of Official Records, Page 837. The street address is purported to be: 3560 Basin Drive, Lake Havasu City, AZ 86404; 2780 Palo Verde Blvd N, Lake Havasu City, AZ 86403 Tax Parcel Number: 112-15-103; 112-15-101 Original Principal Balance: $550,000.00 Name and Address of Beneficiary: Distressed Properties LLC, as to an undivided 75% interest, Attn: Joseph Brown, Manager & Lester Family Trust, an undivided 25% interest, Attn: Gary Lester, Trustee; 5025 E. Shannon Road Dr., Tempe, AZ 85283 Name and Address of Original Trustor: The Jodie Ann Gillam Revocable Living Trust by Declaration of Trust dated June 15, 2023, Attn: Joyce A. Demers, Trustee, 7595 N. Betty Dr., Lake Havasu City, AZ 86404 Name and Address of Trustee: Statewide Foreclosure Services, Inc., an Arizona corporation, a licensed insurance agent, 2150 E. Brown Road, Ste. 2, Mesa, AZ 85213 SALES INFORMATION: (480) 921-2929 Regulator: Arizona Department of Insurance Signature of Successor Trustee: STATEWIDE FORECLOSURE SERVICES, INC., a licensed insurance agent By: /s/ Tracey Drummond, President STATE OF ARIZONA County of Maricopa) ss. Dated: August 11, 2025 The foregoing instrument was acknowledged before me August 11, 2025, by Tracey Drummond, President of Statewide Foreclosure Services, Inc., an Arizona corporation, /s/Christofer Owen, Notary Public. My Commission Expires Dec 10, 2025 TS7598 — [144, 36, 268, 198]
notice-text: Pub. 09/17, 09/24, 10/01, 10/08/2025 Order No. 82986 — [278, 353, 390, 359]
notice-text: 7712 Pyx Canyon Dr, — [278, 671, 322, 677]
notice-heading: (83046) — [734, 754, 750, 760]
notice-text: No. CV-2025-02053 SUMMONS — [680, 897, 747, 903]
notice-text: (928) 377-3000 — [546, 505, 578, 511]
notice-text: Attorney at Law — [680, 188, 712, 194]
